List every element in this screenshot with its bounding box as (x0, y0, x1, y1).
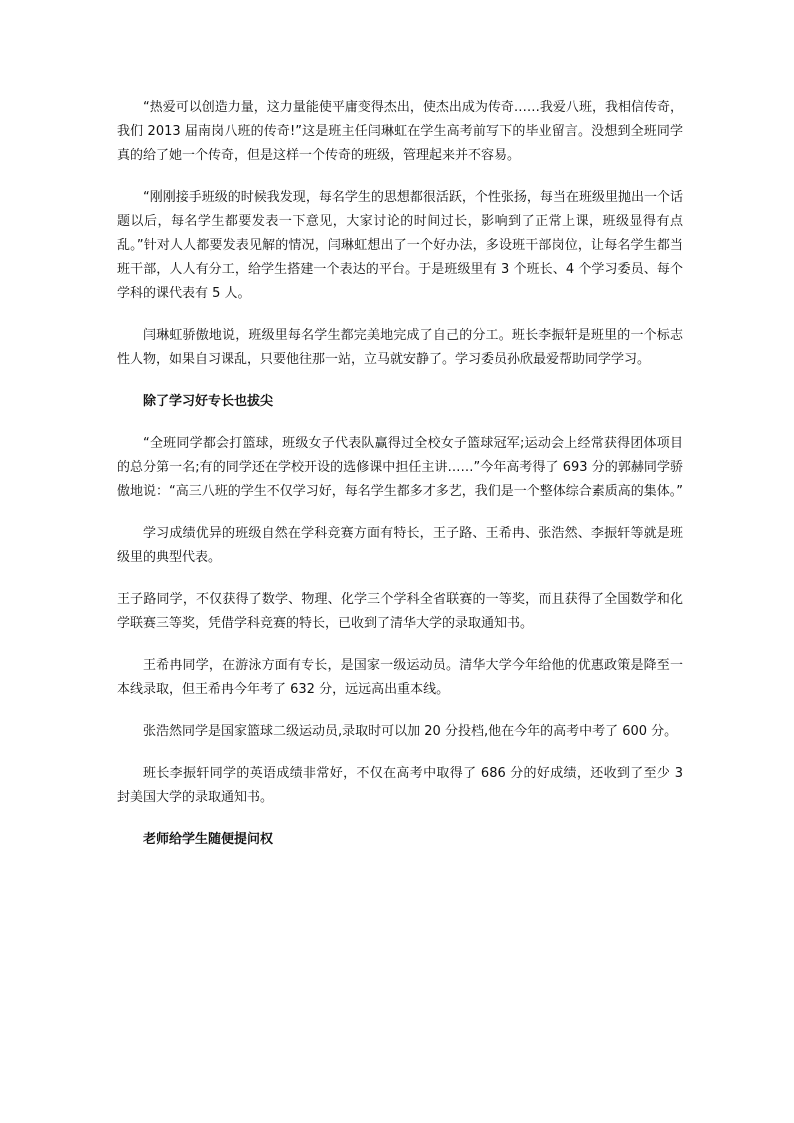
paragraph-competitions: 学习成绩优异的班级自然在学科竞赛方面有特长，王子路、王希冉、张浩然、李振轩等就是班级里的典型代表。 (117, 526, 683, 565)
paragraph-wang-zilu: 王子路同学，不仅获得了数学、物理、化学三个学科全省联赛的一等奖，而且获得了全国数学和化学联赛三等奖，凭借学科竞赛的特长，已收到了清华大学的录取通知书。 (117, 592, 683, 631)
paragraph-zhang-haoran: 张浩然同学是国家篮球二级运动员,录取时可以加 20 分投档,他在今年的高考中考了 600 分。 (143, 724, 678, 739)
document-page (117, 96, 683, 852)
paragraph-li-zhenxuan: 班长李振轩同学的英语成绩非常好，不仅在高考中取得了 686 分的好成绩，还收到了至少 3 封美国大学的录取通知书。 (117, 766, 683, 805)
paragraph-wang-xiran: 王希冉同学，在游泳方面有专长，是国家一级运动员。清华大学今年给他的优惠政策是降至一本线录取，但王希冉今年考了 632 分，远远高出重本线。 (117, 658, 683, 697)
section-heading-talents: 除了学习好专长也拔尖 (143, 394, 274, 409)
paragraph-monitor: 闫琳虹骄傲地说，班级里每名学生都完美地完成了自己的分工。班长李振轩是班里的一个标志性人物，如果自习课乱，只要他往那一站，立马就安静了。学习委员孙欣最爱帮助同学学习。 (117, 328, 683, 367)
paragraph-basketball: “全班同学都会打篮球，班级女子代表队赢得过全校女子篮球冠军;运动会上经常获得团体项目的总分第一名;有的同学还在学校开设的选修课中担任主讲……”今年高考得了 693 分的郭赫同学骄傲地说：“高三八班的学生不仅学习好，每名学生都多才多艺，我们是一个整体综合素质高的集体。” (117, 436, 683, 499)
paragraph-class-cadres: “刚刚接手班级的时候我发现，每名学生的思想都很活跃，个性张扬，每当在班级里抛出一个话题以后，每名学生都要发表一下意见，大家讨论的时间过长，影响到了正常上课，班级显得有点乱。”针对人人都要发表见解的情况，闫琳虹想出了一个好办法，多设班干部岗位，让每名学生都当班干部，人人有分工，给学生搭建一个表达的平台。于是班级里有 3 个班长、4 个学习委员、每个学科的课代表有 5 人。 (117, 190, 683, 301)
paragraph-intro: “热爱可以创造力量，这力量能使平庸变得杰出，使杰出成为传奇……我爱八班，我相信传奇，我们 2013 届南岗八班的传奇!”这是班主任闫琳虹在学生高考前写下的毕业留言。没想到全班同学真的给了她一个传奇，但是这样一个传奇的班级，管理起来并不容易。 (117, 100, 683, 163)
section-heading-questions: 老师给学生随便提问权 (143, 832, 274, 847)
